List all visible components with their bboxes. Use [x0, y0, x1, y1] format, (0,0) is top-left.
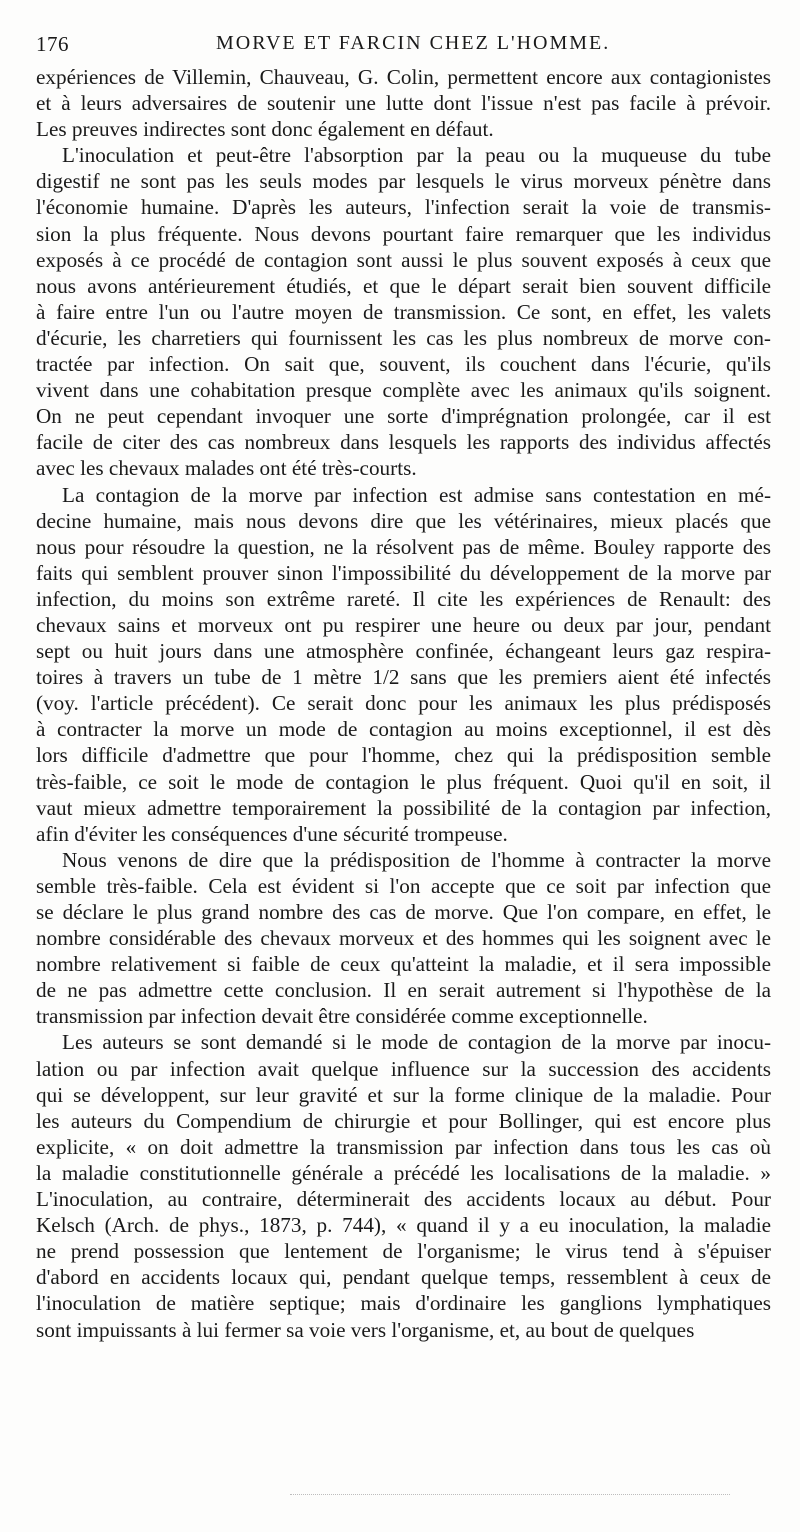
page-number: 176 — [36, 32, 69, 56]
text-line: expériences de Villemin, Chauveau, G. Colin, permettent encore aux contagionistes — [36, 65, 771, 89]
text-line: L'inoculation et peut-être l'absorption par la peau ou la muqueuse du tube — [62, 143, 771, 168]
text-line: tractée par infection. On sait que, souvent, ils couchent dans l'écurie, qu'ils — [36, 352, 771, 377]
text-line: lors difficile d'admettre que pour l'homme, chez qui la prédisposition semble — [36, 743, 771, 768]
text-line: d'écurie, les charretiers qui fournissent les cas les plus nombreux de morve con- — [36, 325, 771, 350]
text-line: les auteurs du Compendium de chirurgie et pour Bollinger, qui est encore plus — [36, 1108, 771, 1133]
text-line: afin d'éviter les conséquences d'une sécurité trompeuse. — [36, 821, 508, 846]
paragraph — [36, 64, 771, 142]
text-line: (voy. l'article précédent). Ce serait donc pour les animaux les plus prédisposés — [36, 691, 771, 716]
text-line: qui se développent, sur leur gravité et sur la forme clinique de la maladie. Pour — [36, 1082, 771, 1107]
text-line: se déclare le plus grand nombre des cas de morve. Que l'on compare, en effet, le — [36, 900, 771, 924]
text-line: à contracter la morve un mode de contagion au moins exceptionnel, il est dès — [36, 717, 771, 742]
text-line: infection, du moins son extrême rareté. Il cite les expériences de Renault: des — [36, 586, 771, 611]
footer-rule — [290, 1494, 730, 1495]
text-line: semble très-faible. Cela est évident si l'on accepte que ce soit par infection que — [36, 873, 771, 898]
text-line: On ne peut cependant invoquer une sorte d'imprégnation prolongée, car il est — [36, 404, 771, 429]
text-line: de ne pas admettre cette conclusion. Il en serait autrement si l'hypothèse de la — [36, 978, 771, 1003]
text-line: la maladie constitutionnelle générale a précédé les localisations de la maladie. » — [36, 1160, 771, 1185]
running-title: MORVE ET FARCIN CHEZ L'HOMME. — [216, 32, 611, 54]
text-line: sont impuissants à lui fermer sa voie vers l'organisme, et, au bout de quelques — [36, 1317, 695, 1342]
text-line: decine humaine, mais nous devons dire que les vétérinaires, mieux placés que — [36, 508, 771, 533]
text-line: chevaux sains et morveux ont pu respirer une heure ou deux par jour, pendant — [36, 612, 771, 637]
text-line: explicite, « on doit admettre la transmission par infection dans tous les cas où — [36, 1134, 771, 1159]
text-line: d'abord en accidents locaux qui, pendant quelque temps, ressemblent à ceux de — [36, 1265, 771, 1290]
text-line: avec les chevaux malades ont été très-courts. — [36, 456, 417, 481]
text-line: nous avons antérieurement étudiés, et que le départ serait bien souvent difficile — [36, 273, 771, 298]
text-line: ne prend possession que lentement de l'organisme; le virus tend à s'épuiser — [36, 1239, 771, 1264]
paragraph — [36, 847, 771, 1030]
text-line: nombre relativement si faible de ceux qu'atteint la maladie, et il sera impossible — [36, 952, 771, 977]
text-line: La contagion de la morve par infection est admise sans contestation en mé- — [62, 482, 771, 507]
text-line: sept ou huit jours dans une atmosphère confinée, échangeant leurs gaz respira- — [36, 639, 771, 664]
paragraph — [36, 482, 771, 847]
running-head — [36, 32, 771, 60]
text-line: l'inoculation de matière septique; mais d'ordinaire les ganglions lymphatiques — [36, 1291, 771, 1316]
text-line: Kelsch (Arch. de phys., 1873, p. 744), « quand il y a eu inoculation, la maladie — [36, 1213, 771, 1238]
text-line: nous pour résoudre la question, ne la résolvent pas de même. Bouley rapporte des — [36, 534, 771, 559]
text-line: Les auteurs se sont demandé si le mode de contagion de la morve par inocu- — [62, 1030, 771, 1055]
text-line: digestif ne sont pas les seuls modes par lesquels le virus morveux pénètre dans — [36, 169, 771, 194]
paragraph — [36, 142, 771, 481]
text-line: faits qui semblent prouver sinon l'impossibilité du développement de la morve par — [36, 560, 771, 585]
text-line: exposés à ce procédé de contagion sont aussi le plus souvent exposés à ceux que — [36, 247, 771, 272]
text-line: toires à travers un tube de 1 mètre 1/2 sans que les premiers aient été infectés — [36, 665, 771, 690]
text-line: Les preuves indirectes sont donc également en défaut. — [36, 117, 494, 142]
text-line: lation ou par infection avait quelque influence sur la succession des accidents — [36, 1056, 771, 1081]
text-line: à faire entre l'un ou l'autre moyen de transmission. Ce sont, en effet, les valets — [36, 299, 771, 324]
body-text — [36, 64, 771, 1343]
text-line: nombre considérable des chevaux morveux et des hommes qui les soignent avec le — [36, 926, 771, 951]
text-line: et à leurs adversaires de soutenir une lutte dont l'issue n'est pas facile à prévoir. — [36, 91, 771, 116]
text-line: facile de citer des cas nombreux dans lesquels les rapports des individus affectés — [36, 430, 771, 455]
text-line: L'inoculation, au contraire, déterminerait des accidents locaux au début. Pour — [36, 1187, 771, 1212]
text-line: vivent dans une cohabitation presque complète avec les animaux qu'ils soignent. — [36, 378, 771, 403]
text-line: Nous venons de dire que la prédisposition de l'homme à contracter la morve — [62, 847, 771, 872]
text-line: vaut mieux admettre temporairement la possibilité de la contagion par infection, — [36, 795, 771, 820]
paragraph — [36, 1029, 771, 1342]
text-line: très-faible, ce soit le mode de contagion le plus fréquent. Quoi qu'il en soit, il — [36, 769, 771, 794]
text-line: transmission par infection devait être considérée comme exceptionnelle. — [36, 1004, 648, 1029]
text-line: sion la plus fréquente. Nous devons pourtant faire remarquer que les individus — [36, 221, 771, 246]
text-line: l'économie humaine. D'après les auteurs, l'infection serait la voie de transmis- — [36, 195, 771, 220]
